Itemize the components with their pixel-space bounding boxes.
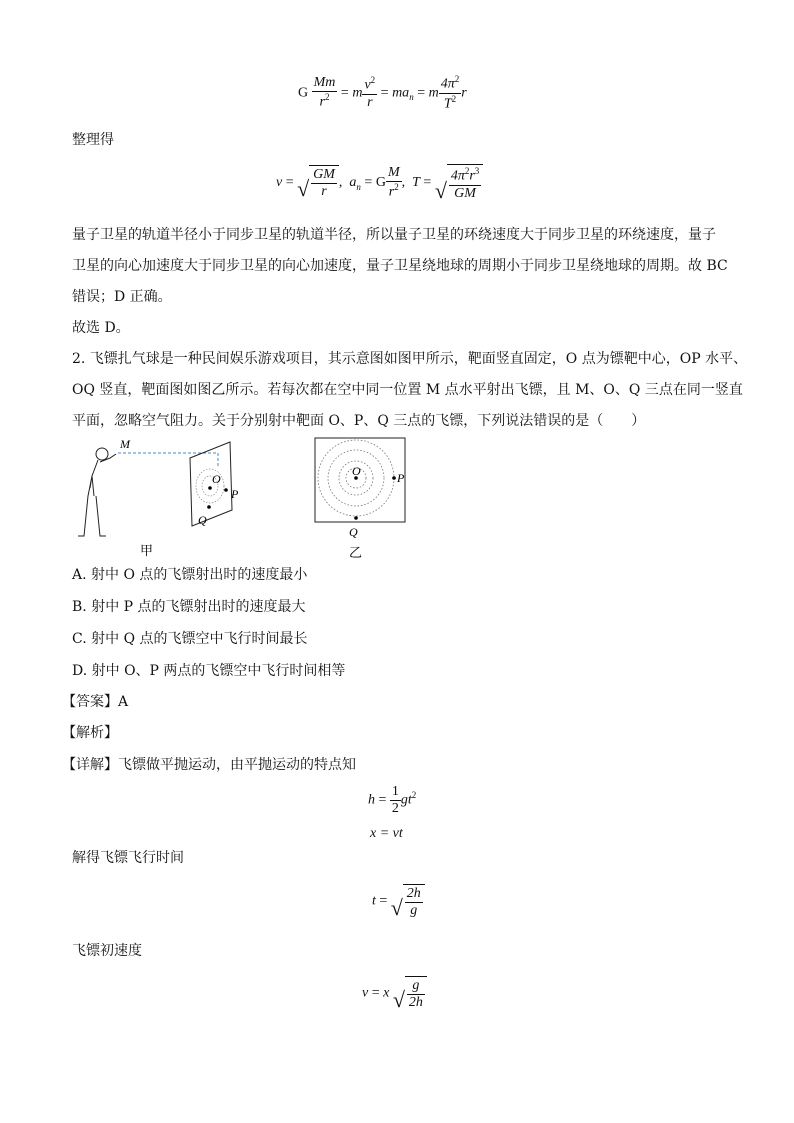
point-p-yi	[392, 476, 396, 480]
equation-gravity: G $\frac{Mm}{r^2}$ = m $\frac{v^2}{r}$ = $ma_n = m$ $\frac{4\pi^2}{T^2}$ r	[298, 74, 467, 112]
option-c: C. 射中 Q 点的飞镖空中飞行时间最长	[72, 631, 308, 647]
person-illustration	[78, 448, 116, 536]
label-o-yi: O	[352, 464, 361, 478]
paragraph-line-2: 卫星的向心加速度大于同步卫星的向心加速度，量子卫星绕地球的周期小于同步卫星绕地球的周期。故 BC	[72, 258, 728, 274]
paragraph-line-3: 错误；D 正确。	[72, 289, 172, 305]
option-b: B. 射中 P 点的飞镖射出时的速度最大	[72, 599, 306, 615]
detail-tag: 【详解】	[62, 757, 118, 773]
question-2-line-2: OQ 竖直，靶面图如图乙所示。若每次都在空中同一位置 M 点水平射出飞镖，且 M、O、Q 三点在同一竖直	[72, 382, 743, 398]
point-o-jia	[208, 486, 212, 490]
label-zhengli: 整理得	[72, 132, 114, 148]
question-2-line-1: 2. 飞镖扎气球是一种民间娱乐游戏项目，其示意图如图甲所示，靶面竖直固定，O 点为镖靶中心，OP 水平、	[72, 351, 748, 367]
equation-results: v = √ $\frac{GM}{r}$ , $a_n = G$ $\frac{M}{r^2}$ , T = √ $\frac{4\pi^2r^3}{GM}$	[276, 164, 483, 202]
answer-value: A	[118, 694, 129, 710]
detail-text: 飞镖做平抛运动，由平抛运动的特点知	[118, 757, 356, 773]
point-p-jia	[224, 488, 228, 492]
analysis-tag: 【解析】	[62, 725, 118, 741]
equation-height: h = $\frac{1}{2}$ $gt^2$	[368, 784, 417, 816]
caption-yi: 乙	[349, 546, 363, 561]
equation-time: t = √ $\frac{2h}{g}$	[372, 884, 425, 919]
caption-jia: 甲	[140, 544, 154, 559]
point-q-jia	[207, 505, 211, 509]
label-o-jia: O	[212, 472, 221, 486]
detail-line	[62, 755, 356, 775]
label-flight-time: 解得飞镖飞行时间	[72, 850, 184, 866]
option-d: D. 射中 O、P 两点的飞镖空中飞行时间相等	[72, 663, 346, 679]
question-2-line-3: 平面，忽略空气阻力。关于分别射中靶面 O、P、Q 三点的飞镖，下列说法错误的是（ ）	[72, 413, 646, 429]
figure-yi	[300, 434, 420, 562]
select-d: 故选 D。	[72, 320, 130, 336]
label-q-yi: Q	[349, 525, 358, 539]
equation-speed: v = x √ $\frac{g}{2h}$	[362, 976, 427, 1011]
answer-tag: 【答案】	[62, 694, 118, 710]
equation-distance: x = vt	[370, 826, 403, 841]
option-a: A. 射中 O 点的飞镖射出时的速度最小	[72, 567, 308, 583]
label-initial-speed: 飞镖初速度	[72, 943, 142, 959]
label-p-jia: P	[231, 487, 239, 501]
figure-jia	[70, 436, 260, 561]
label-m: M	[120, 437, 130, 451]
paragraph-line-1: 量子卫星的轨道半径小于同步卫星的轨道半径，所以量子卫星的环绕速度大于同步卫星的环绕速度，量子	[72, 227, 716, 243]
target-board	[190, 442, 232, 526]
answer-line	[62, 692, 128, 712]
label-p-yi: P	[397, 471, 405, 485]
point-q-yi	[354, 516, 358, 520]
label-q-jia: Q	[198, 513, 207, 527]
target-square	[315, 438, 405, 522]
